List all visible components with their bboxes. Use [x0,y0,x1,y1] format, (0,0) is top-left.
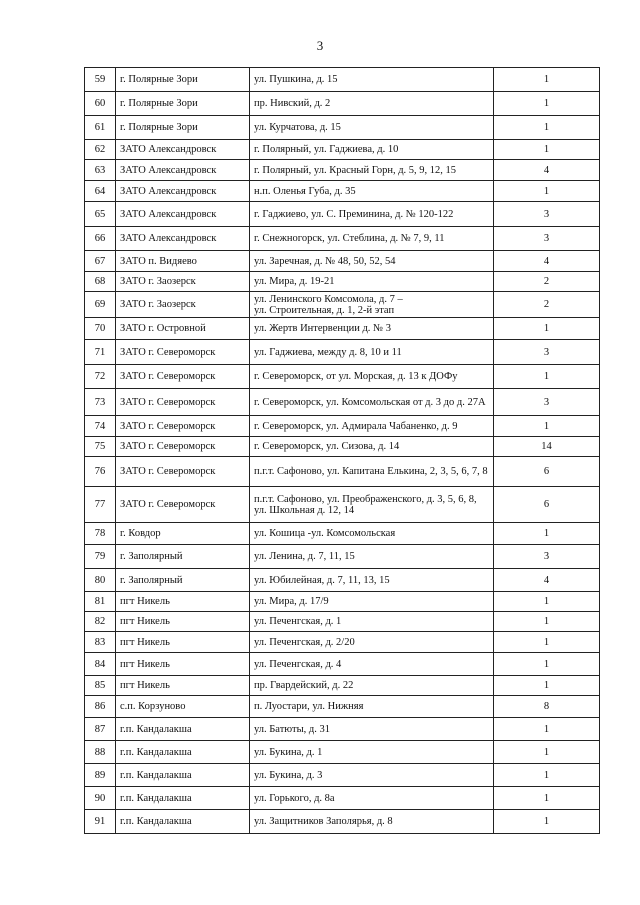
table-row [85,389,600,416]
municipality-cell: ЗАТО г. Североморск [116,457,250,487]
row-number: 66 [85,227,116,251]
municipality-cell: г. Ковдор [116,523,250,545]
municipality-cell: ЗАТО г. Островной [116,318,250,340]
count-cell: 1 [494,810,600,834]
table-row [85,676,600,696]
table-row [85,92,600,116]
page-number: 3 [316,38,324,53]
count-cell: 1 [494,68,600,92]
table-row [85,340,600,365]
count-cell: 1 [494,116,600,140]
municipality-cell: пгт Никель [116,632,250,653]
table-row [85,487,600,523]
count-cell: 2 [494,292,600,318]
table-row [85,68,600,92]
row-number: 67 [85,251,116,272]
municipality-cell: ЗАТО г. Североморск [116,340,250,365]
table-row [85,181,600,202]
address-cell: ул. Юбилейная, д. 7, 11, 13, 15 [250,569,494,592]
row-number: 86 [85,696,116,718]
municipality-cell: ЗАТО г. Североморск [116,389,250,416]
row-number: 83 [85,632,116,653]
address-cell: г. Снежногорск, ул. Стеблина, д. № 7, 9, 11 [250,227,494,251]
count-cell: 3 [494,340,600,365]
municipality-cell: пгт Никель [116,592,250,612]
row-number: 68 [85,272,116,292]
municipality-cell: г.п. Кандалакша [116,810,250,834]
row-number: 72 [85,365,116,389]
table-row [85,272,600,292]
table-row [85,160,600,181]
address-cell: ул. Пушкина, д. 15 [250,68,494,92]
row-number: 81 [85,592,116,612]
municipality-cell: г. Полярные Зори [116,92,250,116]
municipality-cell: пгт Никель [116,653,250,676]
address-cell: ул. Мира, д. 19-21 [250,272,494,292]
municipality-cell: г.п. Кандалакша [116,741,250,764]
address-cell: ул. Заречная, д. № 48, 50, 52, 54 [250,251,494,272]
table-row [85,592,600,612]
count-cell: 3 [494,545,600,569]
municipality-cell: ЗАТО Александровск [116,202,250,227]
row-number: 69 [85,292,116,318]
row-number: 75 [85,437,116,457]
municipality-cell: ЗАТО Александровск [116,181,250,202]
row-number: 89 [85,764,116,787]
table-body [85,68,600,834]
municipality-cell: ЗАТО г. Североморск [116,416,250,437]
address-cell: ул. Гаджиева, между д. 8, 10 и 11 [250,340,494,365]
count-cell: 1 [494,718,600,741]
count-cell: 1 [494,741,600,764]
address-cell: г. Североморск, от ул. Морская, д. 13 к ДОФу [250,365,494,389]
count-cell: 4 [494,251,600,272]
count-cell: 4 [494,160,600,181]
count-cell: 8 [494,696,600,718]
municipality-cell: ЗАТО п. Видяево [116,251,250,272]
table-row [85,227,600,251]
address-cell: п.г.т. Сафоново, ул. Капитана Елькина, 2, 3, 5, 6, 7, 8 [250,457,494,487]
count-cell: 1 [494,612,600,632]
address-cell: ул. Кошица -ул. Комсомольская [250,523,494,545]
municipality-cell: ЗАТО г. Североморск [116,365,250,389]
row-number: 91 [85,810,116,834]
count-cell: 3 [494,227,600,251]
table-row [85,764,600,787]
table-row [85,718,600,741]
row-number: 70 [85,318,116,340]
row-number: 71 [85,340,116,365]
address-cell: н.п. Оленья Губа, д. 35 [250,181,494,202]
table-row [85,437,600,457]
count-cell: 1 [494,632,600,653]
row-number: 78 [85,523,116,545]
row-number: 80 [85,569,116,592]
count-cell: 1 [494,140,600,160]
count-cell: 1 [494,676,600,696]
count-cell: 14 [494,437,600,457]
row-number: 61 [85,116,116,140]
count-cell: 1 [494,318,600,340]
table-row [85,653,600,676]
address-cell: пр. Гвардейский, д. 22 [250,676,494,696]
address-cell: г. Североморск, ул. Комсомольская от д. 3 до д. 27А [250,389,494,416]
table-row [85,810,600,834]
row-number: 64 [85,181,116,202]
address-cell: г. Полярный, ул. Гаджиева, д. 10 [250,140,494,160]
table-row [85,523,600,545]
address-cell: пр. Нивский, д. 2 [250,92,494,116]
address-cell: ул. Горького, д. 8а [250,787,494,810]
row-number: 82 [85,612,116,632]
table-row [85,202,600,227]
address-cell: г. Полярный, ул. Красный Горн, д. 5, 9, 12, 15 [250,160,494,181]
address-cell: ул. Ленина, д. 7, 11, 15 [250,545,494,569]
address-cell: ул. Печенгская, д. 2/20 [250,632,494,653]
address-cell: ул. Ленинского Комсомола, д. 7 – ул. Строительная, д. 1, 2-й этап [250,292,494,318]
address-cell: ул. Батюты, д. 31 [250,718,494,741]
address-cell: ул. Букина, д. 1 [250,741,494,764]
table-row [85,416,600,437]
table-row [85,116,600,140]
municipality-cell: г.п. Кандалакша [116,764,250,787]
address-cell: ул. Жертв Интервенции д. № 3 [250,318,494,340]
count-cell: 1 [494,181,600,202]
table-row [85,140,600,160]
table-row [85,292,600,318]
municipality-cell: г. Заполярный [116,545,250,569]
count-cell: 3 [494,389,600,416]
table-row [85,569,600,592]
row-number: 88 [85,741,116,764]
municipality-cell: с.п. Корзуново [116,696,250,718]
table-row [85,632,600,653]
table-row [85,787,600,810]
count-cell: 6 [494,487,600,523]
row-number: 60 [85,92,116,116]
municipality-cell: ЗАТО Александровск [116,227,250,251]
municipality-cell: г. Заполярный [116,569,250,592]
addresses-table [84,67,600,834]
table-row [85,545,600,569]
address-cell: ул. Печенгская, д. 1 [250,612,494,632]
row-number: 73 [85,389,116,416]
count-cell: 1 [494,365,600,389]
table-row [85,612,600,632]
municipality-cell: ЗАТО г. Североморск [116,437,250,457]
count-cell: 1 [494,416,600,437]
row-number: 77 [85,487,116,523]
count-cell: 2 [494,272,600,292]
row-number: 62 [85,140,116,160]
municipality-cell: пгт Никель [116,612,250,632]
municipality-cell: ЗАТО г. Североморск [116,487,250,523]
table-row [85,696,600,718]
table-row [85,365,600,389]
address-cell: ул. Защитников Заполярья, д. 8 [250,810,494,834]
municipality-cell: ЗАТО Александровск [116,140,250,160]
row-number: 65 [85,202,116,227]
municipality-cell: г. Полярные Зори [116,116,250,140]
municipality-cell: г. Полярные Зори [116,68,250,92]
municipality-cell: г.п. Кандалакша [116,787,250,810]
municipality-cell: г.п. Кандалакша [116,718,250,741]
address-cell: ул. Печенгская, д. 4 [250,653,494,676]
count-cell: 1 [494,592,600,612]
count-cell: 1 [494,523,600,545]
address-cell: п.г.т. Сафоново, ул. Преображенского, д. 3, 5, 6, 8, ул. Школьная д. 12, 14 [250,487,494,523]
municipality-cell: пгт Никель [116,676,250,696]
address-cell: г. Гаджиево, ул. С. Преминина, д. № 120-122 [250,202,494,227]
row-number: 84 [85,653,116,676]
row-number: 79 [85,545,116,569]
row-number: 74 [85,416,116,437]
table-row [85,741,600,764]
row-number: 63 [85,160,116,181]
address-cell: п. Луостари, ул. Нижняя [250,696,494,718]
count-cell: 1 [494,764,600,787]
address-cell: ул. Мира, д. 17/9 [250,592,494,612]
row-number: 87 [85,718,116,741]
address-cell: г. Североморск, ул. Адмирала Чабаненко, д. 9 [250,416,494,437]
table-row [85,318,600,340]
count-cell: 6 [494,457,600,487]
address-cell: г. Североморск, ул. Сизова, д. 14 [250,437,494,457]
count-cell: 1 [494,653,600,676]
row-number: 85 [85,676,116,696]
address-cell: ул. Букина, д. 3 [250,764,494,787]
count-cell: 1 [494,92,600,116]
municipality-cell: ЗАТО г. Заозерск [116,292,250,318]
count-cell: 3 [494,202,600,227]
table-row [85,457,600,487]
table-row [85,251,600,272]
count-cell: 4 [494,569,600,592]
municipality-cell: ЗАТО Александровск [116,160,250,181]
count-cell: 1 [494,787,600,810]
row-number: 90 [85,787,116,810]
municipality-cell: ЗАТО г. Заозерск [116,272,250,292]
address-cell: ул. Курчатова, д. 15 [250,116,494,140]
row-number: 76 [85,457,116,487]
row-number: 59 [85,68,116,92]
